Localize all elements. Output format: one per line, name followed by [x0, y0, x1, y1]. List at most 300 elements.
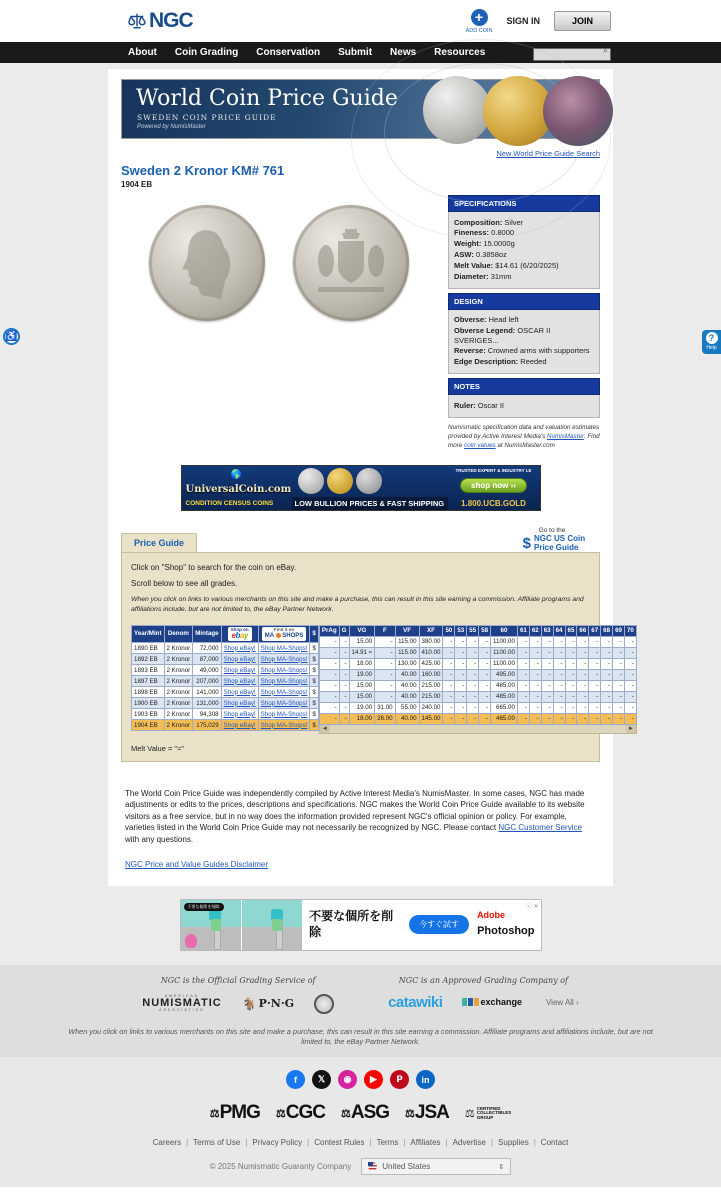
- price-cell: -: [467, 680, 479, 691]
- price-cell: -: [517, 636, 529, 647]
- table-row: [132, 676, 319, 687]
- brand-logo-asg[interactable]: ⚖ ASG: [340, 1102, 390, 1124]
- price-cell: -: [339, 658, 349, 669]
- grade-header-62: 62: [529, 625, 541, 636]
- price-cell: -: [375, 658, 395, 669]
- shop-ebay-link[interactable]: Shop eBay!: [223, 666, 256, 674]
- price-cell: -: [624, 636, 636, 647]
- price-cell: -: [467, 636, 479, 647]
- grade-header-vf: VF: [395, 625, 419, 636]
- banner-subtitle: SWEDEN COIN PRICE GUIDE: [137, 113, 277, 122]
- grade-header-66: 66: [577, 625, 589, 636]
- ana-logo[interactable]: AMERICAN NUMISMATIC ASSOCIATION: [142, 993, 222, 1013]
- price-guide-panel: [121, 552, 634, 761]
- price-cell: -: [589, 669, 601, 680]
- universal-coin-logo: UniversalCoin.com: [185, 484, 292, 496]
- price-cell: 1100.00: [491, 658, 518, 669]
- ad-phone: 1.800.UCB.GOLD: [461, 498, 526, 508]
- brand-logo-pmg[interactable]: ⚖ PMG: [209, 1102, 260, 1124]
- price-cell: -: [565, 702, 577, 713]
- pinterest-icon[interactable]: 𝗣: [390, 1070, 409, 1089]
- cell-year: 1897 EB: [132, 676, 165, 687]
- table-scrollbar[interactable]: [319, 725, 637, 734]
- table-row: [132, 687, 319, 698]
- spec-row: Reverse: Crowned arms with supporters: [454, 346, 590, 356]
- price-cell: -: [541, 658, 553, 669]
- cell-mintage: 131,000: [193, 698, 221, 709]
- price-cell: -: [467, 702, 479, 713]
- footer-link-careers[interactable]: Careers: [152, 1138, 182, 1148]
- cell-denom: 2 Kronor: [164, 720, 193, 731]
- price-cell: -: [375, 691, 395, 702]
- cell-currency: $: [310, 687, 318, 698]
- footer-link-affiliates[interactable]: Affiliates: [410, 1138, 441, 1148]
- price-cell: -: [613, 658, 625, 669]
- price-value-guides-disclaimer-link[interactable]: NGC Price and Value Guides Disclaimer: [125, 859, 269, 869]
- price-cell: 410.00: [419, 647, 443, 658]
- new-search-link[interactable]: New World Price Guide Search: [496, 149, 600, 158]
- grade-header-58: 58: [479, 625, 491, 636]
- cell-currency: $: [310, 709, 318, 720]
- tab-price-guide[interactable]: Price Guide: [121, 533, 197, 552]
- brand-logo-cgc[interactable]: ⚖ CGC: [275, 1102, 325, 1124]
- price-cell: -: [565, 691, 577, 702]
- table-row: [132, 643, 319, 654]
- price-cell: -: [529, 702, 541, 713]
- sign-in-link[interactable]: SIGN IN: [506, 16, 540, 26]
- grade-header-55: 55: [467, 625, 479, 636]
- cell-year: 1900 EB: [132, 698, 165, 709]
- price-cell: 18.00: [349, 713, 375, 724]
- youtube-icon[interactable]: ▶: [364, 1070, 383, 1089]
- column-header-denom: Denom: [164, 625, 193, 643]
- goto-label: Go to the: [538, 526, 566, 534]
- price-cell: -: [443, 647, 455, 658]
- price-cell: -: [479, 647, 491, 658]
- ad-text-block: [303, 900, 540, 950]
- price-cell: -: [613, 636, 625, 647]
- column-header-ebay[interactable]: [221, 625, 258, 643]
- copyright-row: [0, 1158, 721, 1187]
- price-cell: -: [577, 702, 589, 713]
- price-cell: 160.00: [419, 669, 443, 680]
- price-cell: -: [455, 658, 467, 669]
- grade-header-f: F: [375, 625, 395, 636]
- scales-icon: [128, 12, 146, 30]
- price-cell: -: [541, 636, 553, 647]
- join-button[interactable]: JOIN: [554, 11, 611, 31]
- price-cell: -: [565, 713, 577, 724]
- ad-tagline: CONDITION CENSUS COINS: [185, 499, 274, 507]
- cell-mintage: 49,000: [193, 665, 221, 676]
- adobe-photoshop-ad[interactable]: [180, 899, 542, 951]
- price-cell: -: [443, 713, 455, 724]
- price-cell: -: [479, 702, 491, 713]
- nav-item-conservation[interactable]: Conservation: [256, 47, 321, 58]
- price-cell: 1100.00: [491, 647, 518, 658]
- search-icon[interactable]: ⌕: [602, 44, 608, 55]
- melt-value-note: Melt Value = "≈": [131, 743, 184, 753]
- price-cell: -: [577, 680, 589, 691]
- column-header-ma-shops[interactable]: [258, 625, 310, 643]
- cell-year: 1890 EB: [132, 643, 165, 654]
- commission-note: When you click on links to various merchants on this site and make a purchase, this can result in this site earning a commission. Affiliate programs and affiliations include, but are not limited to, the eBay Partner Network.: [68, 1026, 653, 1047]
- price-cell: -: [624, 647, 636, 658]
- price-cell: -: [577, 647, 589, 658]
- footer-link-terms-of-use[interactable]: Terms of Use: [193, 1138, 241, 1148]
- nav-item-submit[interactable]: Submit: [338, 47, 373, 58]
- price-cell: -: [479, 680, 491, 691]
- price-cell: -: [339, 669, 349, 680]
- price-cell: -: [339, 691, 349, 702]
- grade-header-69: 69: [613, 625, 625, 636]
- price-cell: -: [455, 702, 467, 713]
- price-cell: -: [529, 680, 541, 691]
- price-cell: -: [467, 691, 479, 702]
- brand-logo-jsa[interactable]: ⚖ JSA: [405, 1102, 449, 1124]
- price-cell: 19.00: [349, 702, 375, 713]
- ad-right: [448, 466, 540, 510]
- shop-ebay-link[interactable]: Shop eBay!: [223, 644, 256, 652]
- country-selector[interactable]: United States ⇕: [361, 1158, 511, 1175]
- price-cell: -: [339, 647, 349, 658]
- price-cell: -: [541, 647, 553, 658]
- price-cell: -: [553, 691, 565, 702]
- price-cell: -: [375, 669, 395, 680]
- price-cell: -: [455, 713, 467, 724]
- cell-denom: 2 Kronor: [164, 698, 193, 709]
- banner-coin-silver: [423, 76, 491, 144]
- numismaster-link[interactable]: NumisMaster: [546, 432, 584, 440]
- grade-header-67: 67: [589, 625, 601, 636]
- try-now-button[interactable]: 今すぐ試す: [409, 915, 469, 934]
- price-cell: -: [601, 691, 613, 702]
- grade-header-61: 61: [517, 625, 529, 636]
- scales-icon: ⚖: [464, 1107, 475, 1120]
- table-row: [132, 720, 319, 731]
- view-all-link[interactable]: View All ›: [545, 997, 579, 1007]
- page-subtitle: 1904 EB: [121, 180, 153, 189]
- official-grading-heading: NGC is the Official Grading Service of: [160, 975, 316, 985]
- price-cell: -: [467, 713, 479, 724]
- ebay-logo: ebay: [231, 631, 248, 641]
- price-cell: 665.00: [491, 702, 518, 713]
- grade-row: [319, 658, 636, 669]
- x-twitter-icon[interactable]: 𝕏: [312, 1070, 331, 1089]
- price-cell: -: [589, 636, 601, 647]
- price-cell: -: [624, 691, 636, 702]
- price-cell: 40.00: [395, 680, 419, 691]
- table-row: [132, 698, 319, 709]
- shop-ebay-link[interactable]: Shop eBay!: [223, 677, 256, 685]
- shop-ebay-link[interactable]: Shop eBay!: [223, 655, 256, 663]
- price-cell: -: [319, 680, 339, 691]
- coin-images: [121, 195, 436, 451]
- specifications-header: SPECIFICATIONS: [448, 195, 600, 212]
- price-cell: 145.00: [419, 713, 443, 724]
- cell-mintage: 94,308: [193, 709, 221, 720]
- price-cell: -: [541, 691, 553, 702]
- price-cell: 485.00: [491, 680, 518, 691]
- scroll-left-arrow[interactable]: ◄: [320, 725, 330, 733]
- seal-logo[interactable]: [314, 994, 334, 1014]
- customer-service-link[interactable]: NGC Customer Service: [498, 823, 582, 833]
- price-cell: -: [565, 658, 577, 669]
- help-button[interactable]: ? Help: [702, 330, 721, 354]
- price-cell: -: [541, 713, 553, 724]
- nav-item-about[interactable]: About: [128, 47, 157, 58]
- footer-link-contest-rules[interactable]: Contest Rules: [314, 1138, 365, 1148]
- coin-reverse-image[interactable]: [293, 205, 409, 321]
- price-cell: -: [375, 636, 395, 647]
- banner-powered-by: Powered by NumisMaster: [137, 124, 206, 130]
- price-cell: -: [601, 669, 613, 680]
- price-cell: -: [577, 691, 589, 702]
- price-cell: -: [319, 658, 339, 669]
- universal-coin-ad[interactable]: [181, 465, 541, 511]
- catawiki-logo[interactable]: catawiki: [388, 993, 443, 1011]
- footer-link-privacy-policy[interactable]: Privacy Policy: [252, 1138, 303, 1148]
- png-logo[interactable]: 🐐 P·N·G: [241, 996, 295, 1011]
- price-cell: -: [479, 669, 491, 680]
- price-cell: -: [339, 713, 349, 724]
- price-cell: -: [443, 669, 455, 680]
- price-table-left: [131, 625, 319, 732]
- price-cell: -: [613, 669, 625, 680]
- price-cell: -: [577, 636, 589, 647]
- price-cell: -: [553, 647, 565, 658]
- coin-values-link[interactable]: coin values: [464, 442, 496, 450]
- ad-headline: 不要な個所を削除: [309, 908, 394, 939]
- price-cell: -: [339, 636, 349, 647]
- price-cell: -: [577, 669, 589, 680]
- dollar-icon: $: [522, 534, 531, 552]
- price-cell: 26.00: [375, 713, 395, 724]
- price-cell: -: [319, 636, 339, 647]
- cell-currency: $: [310, 676, 318, 687]
- price-cell: 15.00: [349, 636, 375, 647]
- globe-icon: 🌎: [230, 468, 243, 479]
- price-cell: -: [455, 691, 467, 702]
- price-cell: -: [339, 702, 349, 713]
- ad-info-close-icons[interactable]: ⓘ ✕: [525, 903, 539, 910]
- shop-ma-link[interactable]: Shop MA-Shops!: [260, 677, 308, 685]
- price-cell: -: [553, 680, 565, 691]
- grade-row: [319, 636, 636, 647]
- adobe-photoshop-logo: Adobe Photoshop: [477, 909, 535, 937]
- select-arrows-icon: ⇕: [498, 1163, 505, 1171]
- cell-currency: $: [310, 665, 318, 676]
- shop-ebay-link[interactable]: Shop eBay!: [223, 721, 256, 729]
- cell-currency: $: [310, 698, 318, 709]
- goat-icon: 🐐: [241, 996, 257, 1011]
- ma-shops-button[interactable]: Find it on MA SHOPS: [262, 627, 306, 641]
- column-header-mintage: Mintage: [193, 625, 221, 643]
- accessibility-button[interactable]: ♿: [3, 328, 20, 345]
- price-cell: 31.00: [375, 702, 395, 713]
- ngc-logo[interactable]: [128, 9, 193, 33]
- cell-denom: 2 Kronor: [164, 665, 193, 676]
- price-cell: -: [517, 713, 529, 724]
- cell-mintage: 207,000: [193, 676, 221, 687]
- add-coin-button[interactable]: [466, 9, 493, 34]
- page-title: Sweden 2 Kronor KM# 761: [121, 163, 285, 178]
- linkedin-icon[interactable]: in: [416, 1070, 435, 1089]
- us-coin-price-guide-link[interactable]: $ NGC US Coin Price Guide: [522, 533, 586, 552]
- footer-link-contact[interactable]: Contact: [540, 1138, 569, 1148]
- column-header-currency: $: [310, 625, 318, 643]
- grade-row: [319, 647, 636, 658]
- price-cell: -: [443, 680, 455, 691]
- logo-text: NGC: [149, 9, 193, 32]
- site-footer: [0, 1057, 721, 1187]
- approved-grading-column: [388, 976, 579, 1014]
- price-cell: 380.00: [419, 636, 443, 647]
- price-cell: 1100.00: [491, 636, 518, 647]
- spec-row: Ruler: Oscar II: [454, 400, 505, 410]
- price-cell: -: [479, 713, 491, 724]
- scales-icon: ⚖: [275, 1107, 285, 1120]
- ad-image-after: [242, 900, 303, 950]
- price-cell: -: [601, 658, 613, 669]
- price-cell: 40.00: [395, 713, 419, 724]
- scroll-right-arrow[interactable]: ►: [626, 725, 636, 733]
- price-cell: -: [601, 647, 613, 658]
- price-cell: -: [517, 702, 529, 713]
- instagram-icon[interactable]: ◉: [338, 1070, 357, 1089]
- price-cell: -: [565, 680, 577, 691]
- cell-mintage: 141,000: [193, 687, 221, 698]
- us-guide-block: [523, 527, 600, 552]
- price-table-grades: [319, 625, 637, 725]
- ebay-shop-button[interactable]: Shop on ebay: [228, 627, 252, 642]
- grade-row: [319, 691, 636, 702]
- facebook-icon[interactable]: f: [286, 1070, 305, 1089]
- price-cell: -: [319, 702, 339, 713]
- price-cell: -: [624, 669, 636, 680]
- price-cell: -: [529, 636, 541, 647]
- price-cell: -: [443, 702, 455, 713]
- shop-now-button[interactable]: shop now ››: [460, 478, 527, 493]
- banner-coin-toned: [543, 76, 613, 146]
- spec-row: Obverse Legend: OSCAR II SVERIGES...: [454, 326, 551, 345]
- spec-row: Weight: 15.0000g: [454, 239, 515, 249]
- cell-year: 1898 EB: [132, 687, 165, 698]
- price-cell: 40.00: [395, 669, 419, 680]
- footer-links-row: Careers | Terms of Use | Privacy Policy | Contest Rules | Terms | Affiliates | Advertise | Supplies | Contact: [152, 1138, 569, 1148]
- cell-currency: $: [310, 654, 318, 665]
- shop-ma-link[interactable]: Shop MA-Shops!: [260, 710, 308, 718]
- price-cell: -: [319, 691, 339, 702]
- footer-link-terms[interactable]: Terms: [376, 1138, 399, 1148]
- price-cell: -: [565, 669, 577, 680]
- price-cell: 130.00: [395, 658, 419, 669]
- cell-year: 1904 EB: [132, 720, 165, 731]
- brand-logo-ccg[interactable]: ⚖ CERTIFIED COLLECTIBLES GROUP: [464, 1105, 512, 1120]
- ad-middle: [292, 466, 448, 510]
- coin-obverse-image[interactable]: [149, 205, 265, 321]
- price-cell: -: [529, 669, 541, 680]
- price-cell: -: [589, 680, 601, 691]
- cell-currency: $: [310, 720, 318, 731]
- price-cell: -: [319, 713, 339, 724]
- copyright-text: © 2025 Numismatic Guaranty Company: [209, 1162, 352, 1172]
- price-cell: -: [517, 647, 529, 658]
- mdm-exchange-logo[interactable]: exchange: [462, 997, 522, 1007]
- price-cell: -: [589, 702, 601, 713]
- spec-row: Composition: Silver: [454, 217, 524, 227]
- ad-image-before: [181, 900, 242, 950]
- grade-header-64: 64: [553, 625, 565, 636]
- price-cell: -: [624, 702, 636, 713]
- price-cell: -: [375, 680, 395, 691]
- shop-ma-link[interactable]: Shop MA-Shops!: [260, 688, 308, 696]
- scales-icon: ⚖: [209, 1107, 219, 1120]
- price-cell: -: [553, 702, 565, 713]
- brand-logos-row: [0, 1102, 721, 1124]
- social-icons-row: [0, 1070, 721, 1089]
- price-cell: -: [517, 680, 529, 691]
- nav-item-resources[interactable]: Resources: [434, 47, 486, 58]
- price-cell: -: [517, 691, 529, 702]
- ad-message: LOW BULLION PRICES & FAST SHIPPING: [292, 497, 448, 510]
- shop-ebay-link[interactable]: Shop eBay!: [223, 699, 256, 707]
- grade-header-50: 50: [443, 625, 455, 636]
- price-cell: -: [613, 702, 625, 713]
- shop-ebay-link[interactable]: Shop eBay!: [223, 710, 256, 718]
- spec-row: Edge Description: Reeded: [454, 357, 547, 367]
- price-cell: 425.00: [419, 658, 443, 669]
- price-cell: -: [479, 658, 491, 669]
- price-cell: -: [443, 658, 455, 669]
- shop-ma-link[interactable]: Shop MA-Shops!: [260, 644, 308, 652]
- price-cell: -: [541, 669, 553, 680]
- nav-item-coin-grading[interactable]: Coin Grading: [174, 47, 239, 58]
- footer-link-supplies[interactable]: Supplies: [498, 1138, 529, 1148]
- price-cell: -: [517, 658, 529, 669]
- price-cell: -: [319, 647, 339, 658]
- price-cell: -: [443, 636, 455, 647]
- grade-header-vg: VG: [349, 625, 375, 636]
- price-cell: -: [455, 680, 467, 691]
- ad-coin-images: [298, 468, 382, 494]
- nav-item-news[interactable]: News: [390, 47, 417, 58]
- price-cell: -: [517, 669, 529, 680]
- footer-link-advertise[interactable]: Advertise: [452, 1138, 486, 1148]
- coin-section: [121, 195, 600, 451]
- price-cell: 15.00: [349, 680, 375, 691]
- price-cell: -: [624, 713, 636, 724]
- price-cell: -: [553, 669, 565, 680]
- price-cell: -: [577, 658, 589, 669]
- shop-ebay-link[interactable]: Shop eBay!: [223, 688, 256, 696]
- price-cell: -: [529, 691, 541, 702]
- price-cell: -: [455, 636, 467, 647]
- shop-ma-link[interactable]: Shop MA-Shops!: [260, 655, 308, 663]
- cell-year: 1892 EB: [132, 654, 165, 665]
- grade-header-70: 70: [624, 625, 636, 636]
- scales-icon: ⚖: [405, 1107, 414, 1120]
- shop-ma-link[interactable]: Shop MA-Shops!: [260, 666, 308, 674]
- shop-ma-link[interactable]: Shop MA-Shops!: [260, 699, 308, 707]
- cell-mintage: 175,029: [193, 720, 221, 731]
- price-cell: -: [375, 647, 395, 658]
- price-cell: -: [624, 658, 636, 669]
- shop-ma-link[interactable]: Shop MA-Shops!: [260, 721, 308, 729]
- site-header: [0, 0, 721, 42]
- spec-row: Fineness: 0.8000: [454, 228, 515, 238]
- table-row: [132, 709, 319, 720]
